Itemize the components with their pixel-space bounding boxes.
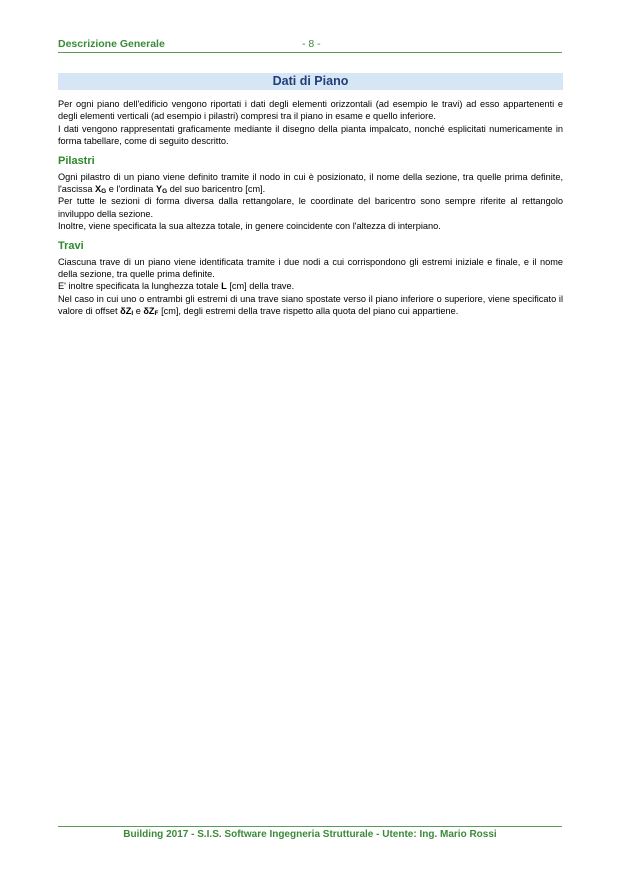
- pilastri-heading: Pilastri: [58, 154, 95, 167]
- intro-paragraph-1: Per ogni piano dell'edificio vengono riportati i dati degli elementi orizzontali (ad esempio le travi) ad esso appartenenti e degli elementi verticali (ad esempio i pilastri) compresi tra il piano in esame e quello inferiore.: [58, 99, 563, 122]
- travi-paragraph-3: Nel caso in cui uno o entrambi gli estremi di una trave siano spostate verso il piano inferiore o superiore, viene specificato il valore di offset $\delta Z_I$ e $\delta Z_F$ [cm], degli estremi della trave rispetto alla quota del piano cui appartiene.: [58, 293, 563, 318]
- section-title: Dati di Piano: [58, 73, 563, 90]
- page-header: [58, 38, 562, 53]
- dzi-symbol: $\delta Z_I$: [120, 306, 134, 318]
- pilastri-text-b: e l'ordinata: [106, 184, 156, 195]
- dzf-symbol: $\delta Z_F$: [143, 306, 159, 318]
- pilastri-paragraph-1: [58, 171, 563, 196]
- header-section-title: Descrizione Generale: [58, 38, 165, 50]
- length-symbol: L: [221, 281, 227, 292]
- pilastri-text-a: Ogni pilastro di un piano viene definito tramite il nodo in cui è posizionato, il nome della sezione, tra quelle prima definite, l'ascissa: [58, 171, 563, 195]
- xg-symbol: $X_G$: [94, 184, 107, 196]
- travi-heading: Travi: [58, 239, 84, 252]
- travi-paragraph-2: E' inoltre specificata la lunghezza totale L [cm] della trave.: [58, 281, 295, 292]
- document-body: [58, 98, 563, 318]
- pilastri-paragraph-3: Inoltre, viene specificata la sua altezza totale, in genere coincidente con l'altezza di interpiano.: [58, 221, 441, 232]
- pilastri-text-c: del suo baricentro [cm].: [167, 184, 266, 195]
- travi-paragraph-1: Ciascuna trave di un piano viene identificata tramite i due nodi a cui corrispondono gli estremi iniziale e finale, e il nome della sezione, tra quelle prima definite.: [58, 256, 563, 280]
- header-page-number: - 8 -: [302, 38, 321, 50]
- yg-symbol: $Y_G$: [155, 184, 168, 196]
- pilastri-paragraph-2: Per tutte le sezioni di forma diversa dalla rettangolare, le coordinate del baricentro sono sempre riferite al rettangolo inviluppo della sezione.: [58, 196, 563, 219]
- page-footer: Building 2017 - S.I.S. Software Ingegneria Strutturale - Utente: Ing. Mario Rossi: [58, 826, 562, 840]
- intro-paragraph-2: I dati vengono rappresentati graficamente mediante il disegno della pianta impalcato, nonché esplicitati numericamente in forma tabellare, come di seguito descritto.: [58, 123, 563, 147]
